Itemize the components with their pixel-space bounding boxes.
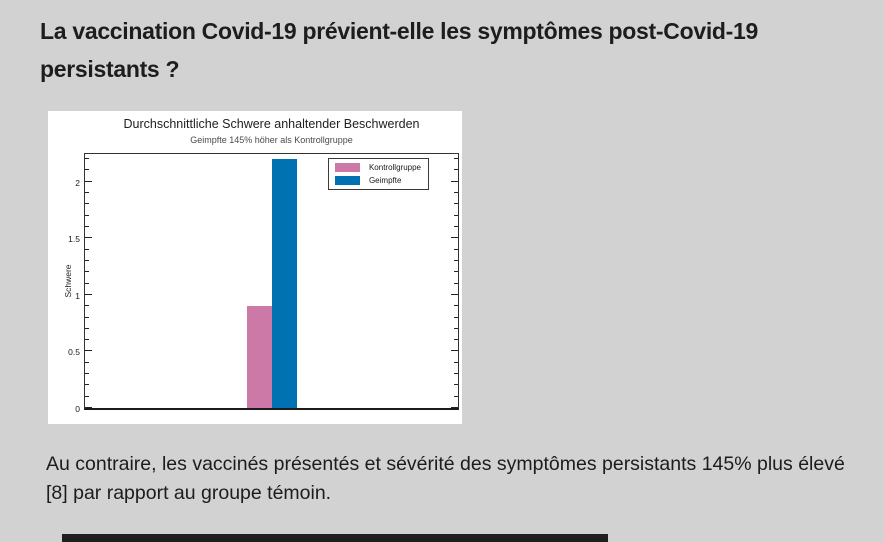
y-minor-tick — [454, 396, 458, 397]
y-minor-tick — [85, 271, 89, 272]
y-minor-tick — [85, 169, 89, 170]
y-minor-tick — [85, 260, 89, 261]
y-minor-tick — [85, 215, 89, 216]
y-minor-tick — [85, 192, 89, 193]
y-tick-label: 2 — [75, 177, 80, 188]
y-major-tick — [85, 237, 92, 238]
legend-label: Kontrollgruppe — [368, 163, 421, 172]
y-minor-tick — [454, 271, 458, 272]
y-minor-tick — [85, 283, 89, 284]
bottom-cutoff-bar — [62, 534, 608, 542]
y-major-tick — [451, 237, 458, 238]
y-minor-tick — [85, 339, 89, 340]
y-minor-tick — [454, 283, 458, 284]
y-minor-tick — [85, 328, 89, 329]
y-minor-tick — [454, 249, 458, 250]
y-minor-tick — [454, 362, 458, 363]
y-minor-tick — [85, 396, 89, 397]
bar-geimpfte — [272, 159, 297, 408]
y-major-tick — [451, 294, 458, 295]
y-minor-tick — [454, 305, 458, 306]
y-major-tick — [85, 294, 92, 295]
y-tick-label: 1.5 — [68, 234, 80, 245]
y-major-tick — [85, 350, 92, 351]
page-title: La vaccination Covid-19 prévient-elle les symptômes post-Covid-19 persistants ? — [40, 18, 758, 82]
y-major-tick — [85, 407, 92, 408]
y-minor-tick — [85, 203, 89, 204]
legend-label: Geimpfte — [368, 176, 402, 185]
y-tick-label: 0.5 — [68, 347, 80, 358]
y-minor-tick — [85, 362, 89, 363]
y-minor-tick — [454, 373, 458, 374]
bar-kontrollgruppe — [247, 306, 272, 408]
chart-title: Durchschnittliche Schwere anhaltender Beschwerden — [123, 117, 420, 131]
y-axis-label: Schwere — [63, 264, 73, 298]
chart-legend — [328, 158, 429, 190]
y-tick-label: 1 — [75, 290, 80, 301]
legend-swatch — [335, 163, 360, 172]
caption-text: Au contraire, les vaccinés présentés et sévérité des symptômes persistants 145% plus élevé [8] par rapport au groupe témoin. — [46, 453, 845, 504]
y-minor-tick — [85, 305, 89, 306]
y-minor-tick — [454, 317, 458, 318]
chart-card — [48, 111, 462, 424]
y-major-tick — [451, 350, 458, 351]
y-tick-label: 0 — [75, 404, 80, 414]
y-minor-tick — [454, 169, 458, 170]
y-minor-tick — [454, 260, 458, 261]
legend-item — [335, 176, 421, 185]
y-minor-tick — [454, 328, 458, 329]
y-minor-tick — [85, 249, 89, 250]
y-minor-tick — [454, 339, 458, 340]
y-major-tick — [451, 407, 458, 408]
y-minor-tick — [454, 203, 458, 204]
chart-subtitle: Geimpfte 145% höher als Kontrollgruppe — [190, 135, 353, 145]
y-minor-tick — [454, 226, 458, 227]
y-minor-tick — [454, 384, 458, 385]
y-minor-tick — [85, 226, 89, 227]
y-minor-tick — [85, 384, 89, 385]
y-minor-tick — [454, 215, 458, 216]
y-major-tick — [85, 181, 92, 182]
legend-item — [335, 163, 421, 172]
y-minor-tick — [454, 158, 458, 159]
y-major-tick — [451, 181, 458, 182]
y-minor-tick — [85, 317, 89, 318]
y-minor-tick — [454, 192, 458, 193]
y-minor-tick — [85, 373, 89, 374]
y-minor-tick — [85, 158, 89, 159]
legend-swatch — [335, 176, 360, 185]
